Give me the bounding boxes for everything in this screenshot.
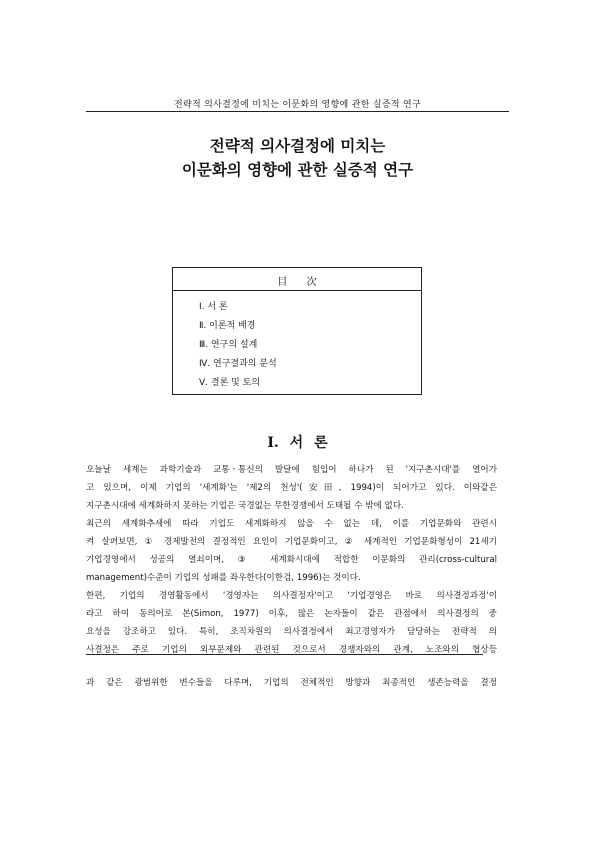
continuation-line: 과 같은 광범위한 변수들을 다루며, 기업의 전체적인 방향과 최종적인 생존능력을 결정	[86, 678, 497, 688]
toc-item-theory: Ⅱ. 이론적 배경	[199, 321, 256, 331]
body-line: 사결정은 주로 기업의 외부문제와 관련된 것으로서 경쟁자와의 관계, 노조와의 협상등	[86, 645, 497, 655]
table-of-contents	[172, 267, 422, 395]
running-head: 전략적 의사결정에 미치는 이문화의 영향에 관한 실증적 연구	[174, 100, 421, 110]
body-line: 지구촌시대에 세계화하지 못하는 기업은 국경없는 무한경쟁에서 도태될 수 밖에 없다.	[86, 501, 404, 511]
title-line-2: 이문화의 영향에 관한 실증적 연구	[181, 160, 414, 179]
toc-item-introduction: Ⅰ. 서 론	[199, 302, 228, 312]
body-line: 한편, 기업의 경영활동에서 '경영자는 의사결정자'이고 '기업경영은 바로 의사결정과정'이	[86, 591, 497, 601]
toc-item-design: Ⅲ. 연구의 설계	[199, 340, 258, 350]
body-line: 켜 살펴보면, ① 경제발전의 결정적인 요인이 기업문화이고, ② 세계적인 기업문화형성이 21세기	[86, 537, 497, 547]
body-line: management)수준이 기업의 성패를 좌우한다(이한검, 1996)는 것이다.	[86, 573, 361, 583]
section-heading: Ⅰ. 서 론	[267, 435, 328, 451]
body-line: 최근의 세계화추세에 따라 기업도 세계화하지 않을 수 없는 데, 이를 기업문화와 관련시	[86, 519, 497, 529]
page-bottom-rule	[86, 654, 483, 655]
body-line: 오늘날 세계는 과학기술과 교통ㆍ통신의 발달에 힘입어 하나가 된 '지구촌시대'를 열어가	[86, 465, 497, 475]
toc-divider	[173, 290, 421, 291]
toc-heading: 目 次	[277, 277, 317, 288]
title-line-1: 전략적 의사결정에 미치는	[209, 136, 386, 155]
header-rule	[86, 111, 509, 112]
toc-item-analysis: Ⅳ. 연구결과의 분석	[199, 359, 277, 369]
body-line: 고 있으며, 이제 기업의 '세계화'는 '제2의 천성'(安田, 1994)이 되어가고 있다. 이와같은	[86, 483, 497, 493]
body-line: 라고 하여 동의어로 본(Simon, 1977) 이후, 많은 논자들이 같은 관점에서 의사결정의 중	[86, 609, 497, 619]
body-line: 요성을 강조하고 있다. 특히, 조직차원의 의사결정에서 최고경영자가 담당하는 전략적 의	[86, 627, 497, 637]
toc-item-conclusion: Ⅴ. 결론 및 토의	[199, 378, 261, 388]
body-line: 기업경영에서 성공의 열쇠이며, ③ 세계화시대에 적합한 이문화의 관리(cross-cultural	[86, 555, 497, 565]
